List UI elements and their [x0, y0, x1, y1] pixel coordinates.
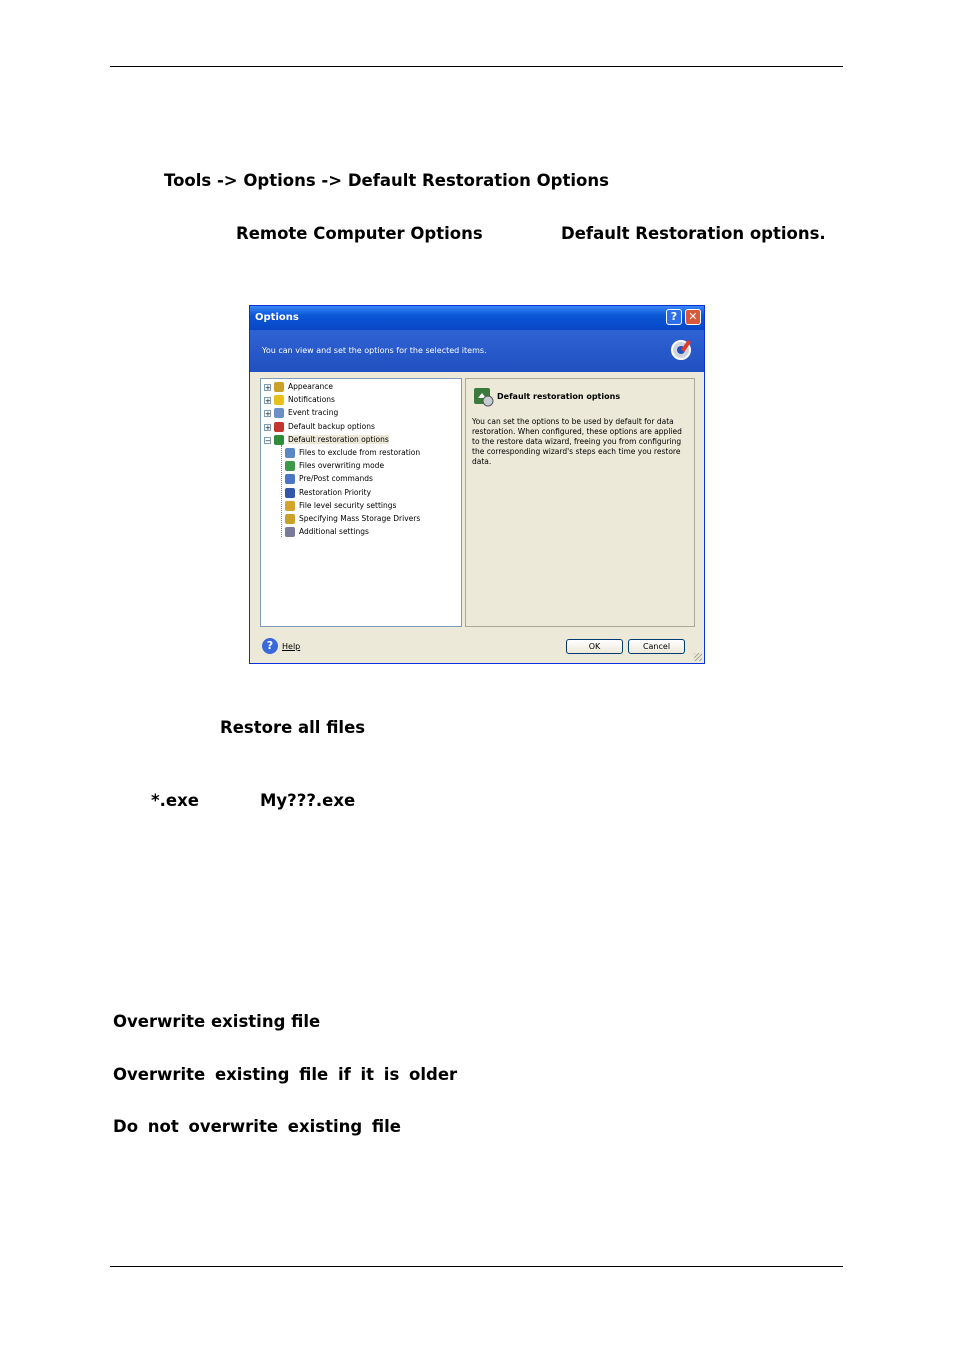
resize-grip[interactable]: [694, 653, 702, 661]
drivers-icon: [285, 514, 295, 524]
expander-icon[interactable]: +: [265, 423, 271, 432]
tree-item[interactable]: [265, 434, 389, 446]
options-dialog: [249, 305, 705, 664]
restore-all-files-text: Restore all files: [220, 718, 366, 737]
exclude-files-icon: [285, 448, 295, 458]
tree-item-label: Notifications: [288, 395, 335, 405]
tree-item[interactable]: [285, 500, 396, 512]
tree-item[interactable]: [265, 407, 339, 419]
gear-icon: [668, 337, 694, 363]
tree-item[interactable]: [285, 526, 369, 538]
backup-options-icon: [274, 422, 284, 432]
security-icon: [285, 501, 295, 511]
appearance-icon: [274, 382, 284, 392]
footer-rule: [110, 1266, 843, 1267]
tree-connector: [281, 445, 282, 537]
tree-item-label: Files overwriting mode: [299, 461, 385, 471]
remote-options-text: Remote Computer Options: [236, 224, 483, 243]
do-not-overwrite-text: Do not overwrite existing file: [113, 1117, 402, 1136]
tree-item-label: Event tracing: [288, 408, 339, 418]
tree-item-label: Pre/Post commands: [299, 474, 373, 484]
help-title-button[interactable]: ?: [666, 309, 682, 325]
priority-icon: [285, 488, 295, 498]
tree-item[interactable]: [285, 460, 384, 472]
event-tracing-icon: [274, 408, 284, 418]
notifications-icon: [274, 395, 284, 405]
tree-item[interactable]: [285, 487, 371, 499]
expander-icon[interactable]: +: [265, 384, 271, 392]
tree-item[interactable]: [265, 394, 335, 406]
expander-icon[interactable]: +: [265, 397, 271, 406]
cancel-button[interactable]: Cancel: [628, 639, 685, 654]
pattern-my-exe-text: My???.exe: [260, 791, 356, 810]
restoration-options-icon: [472, 385, 494, 407]
restoration-options-icon: [274, 435, 284, 445]
pattern-exe-text: *.exe: [151, 791, 199, 810]
dialog-title: Options: [255, 312, 299, 323]
ok-button[interactable]: OK: [566, 639, 623, 654]
additional-settings-icon: [285, 527, 295, 537]
tree-item[interactable]: [285, 513, 420, 525]
tree-item[interactable]: [285, 473, 373, 485]
banner-text: You can view and set the options for the selected items.: [262, 346, 487, 355]
options-tree: [260, 378, 462, 627]
commands-icon: [285, 474, 295, 484]
menu-path-text: Tools -> Options -> Default Restoration Options: [164, 171, 609, 190]
close-button[interactable]: ✕: [685, 309, 701, 325]
dialog-titlebar: [250, 306, 704, 330]
overwrite-existing-text: Overwrite existing file: [113, 1012, 321, 1031]
tree-item[interactable]: [265, 381, 334, 393]
tree-item-label: File level security settings: [299, 500, 397, 510]
tree-item[interactable]: [285, 447, 420, 459]
description-pane: [465, 378, 695, 627]
tree-item-label: Default backup options: [288, 421, 375, 431]
default-restoration-text: Default Restoration options.: [561, 224, 826, 243]
tree-item-label: Appearance: [288, 382, 334, 391]
overwrite-if-older-text: Overwrite existing file if it is older: [113, 1065, 458, 1084]
tree-item-label: Files to exclude from restoration: [299, 448, 421, 457]
pane-description: You can set the options to be used by default for data restoration. When configured, these options are applied to the restore data wizard, freeing you from configuring the corresponding wizard's steps each time you restore data.: [472, 417, 682, 466]
help-icon[interactable]: ?: [262, 638, 278, 654]
header-rule: [110, 66, 843, 67]
tree-item-label: Additional settings: [299, 527, 369, 537]
tree-item-label: Specifying Mass Storage Drivers: [299, 514, 421, 523]
dialog-banner: [250, 330, 704, 372]
tree-item-label: Default restoration options: [288, 434, 389, 444]
tree-item[interactable]: [265, 421, 375, 433]
help-link[interactable]: Help: [282, 642, 301, 651]
expander-icon[interactable]: +: [265, 410, 271, 419]
tree-item-label: Restoration Priority: [299, 487, 372, 497]
overwrite-mode-icon: [285, 461, 295, 471]
pane-title: Default restoration options: [497, 392, 621, 401]
expander-icon[interactable]: −: [265, 436, 271, 445]
